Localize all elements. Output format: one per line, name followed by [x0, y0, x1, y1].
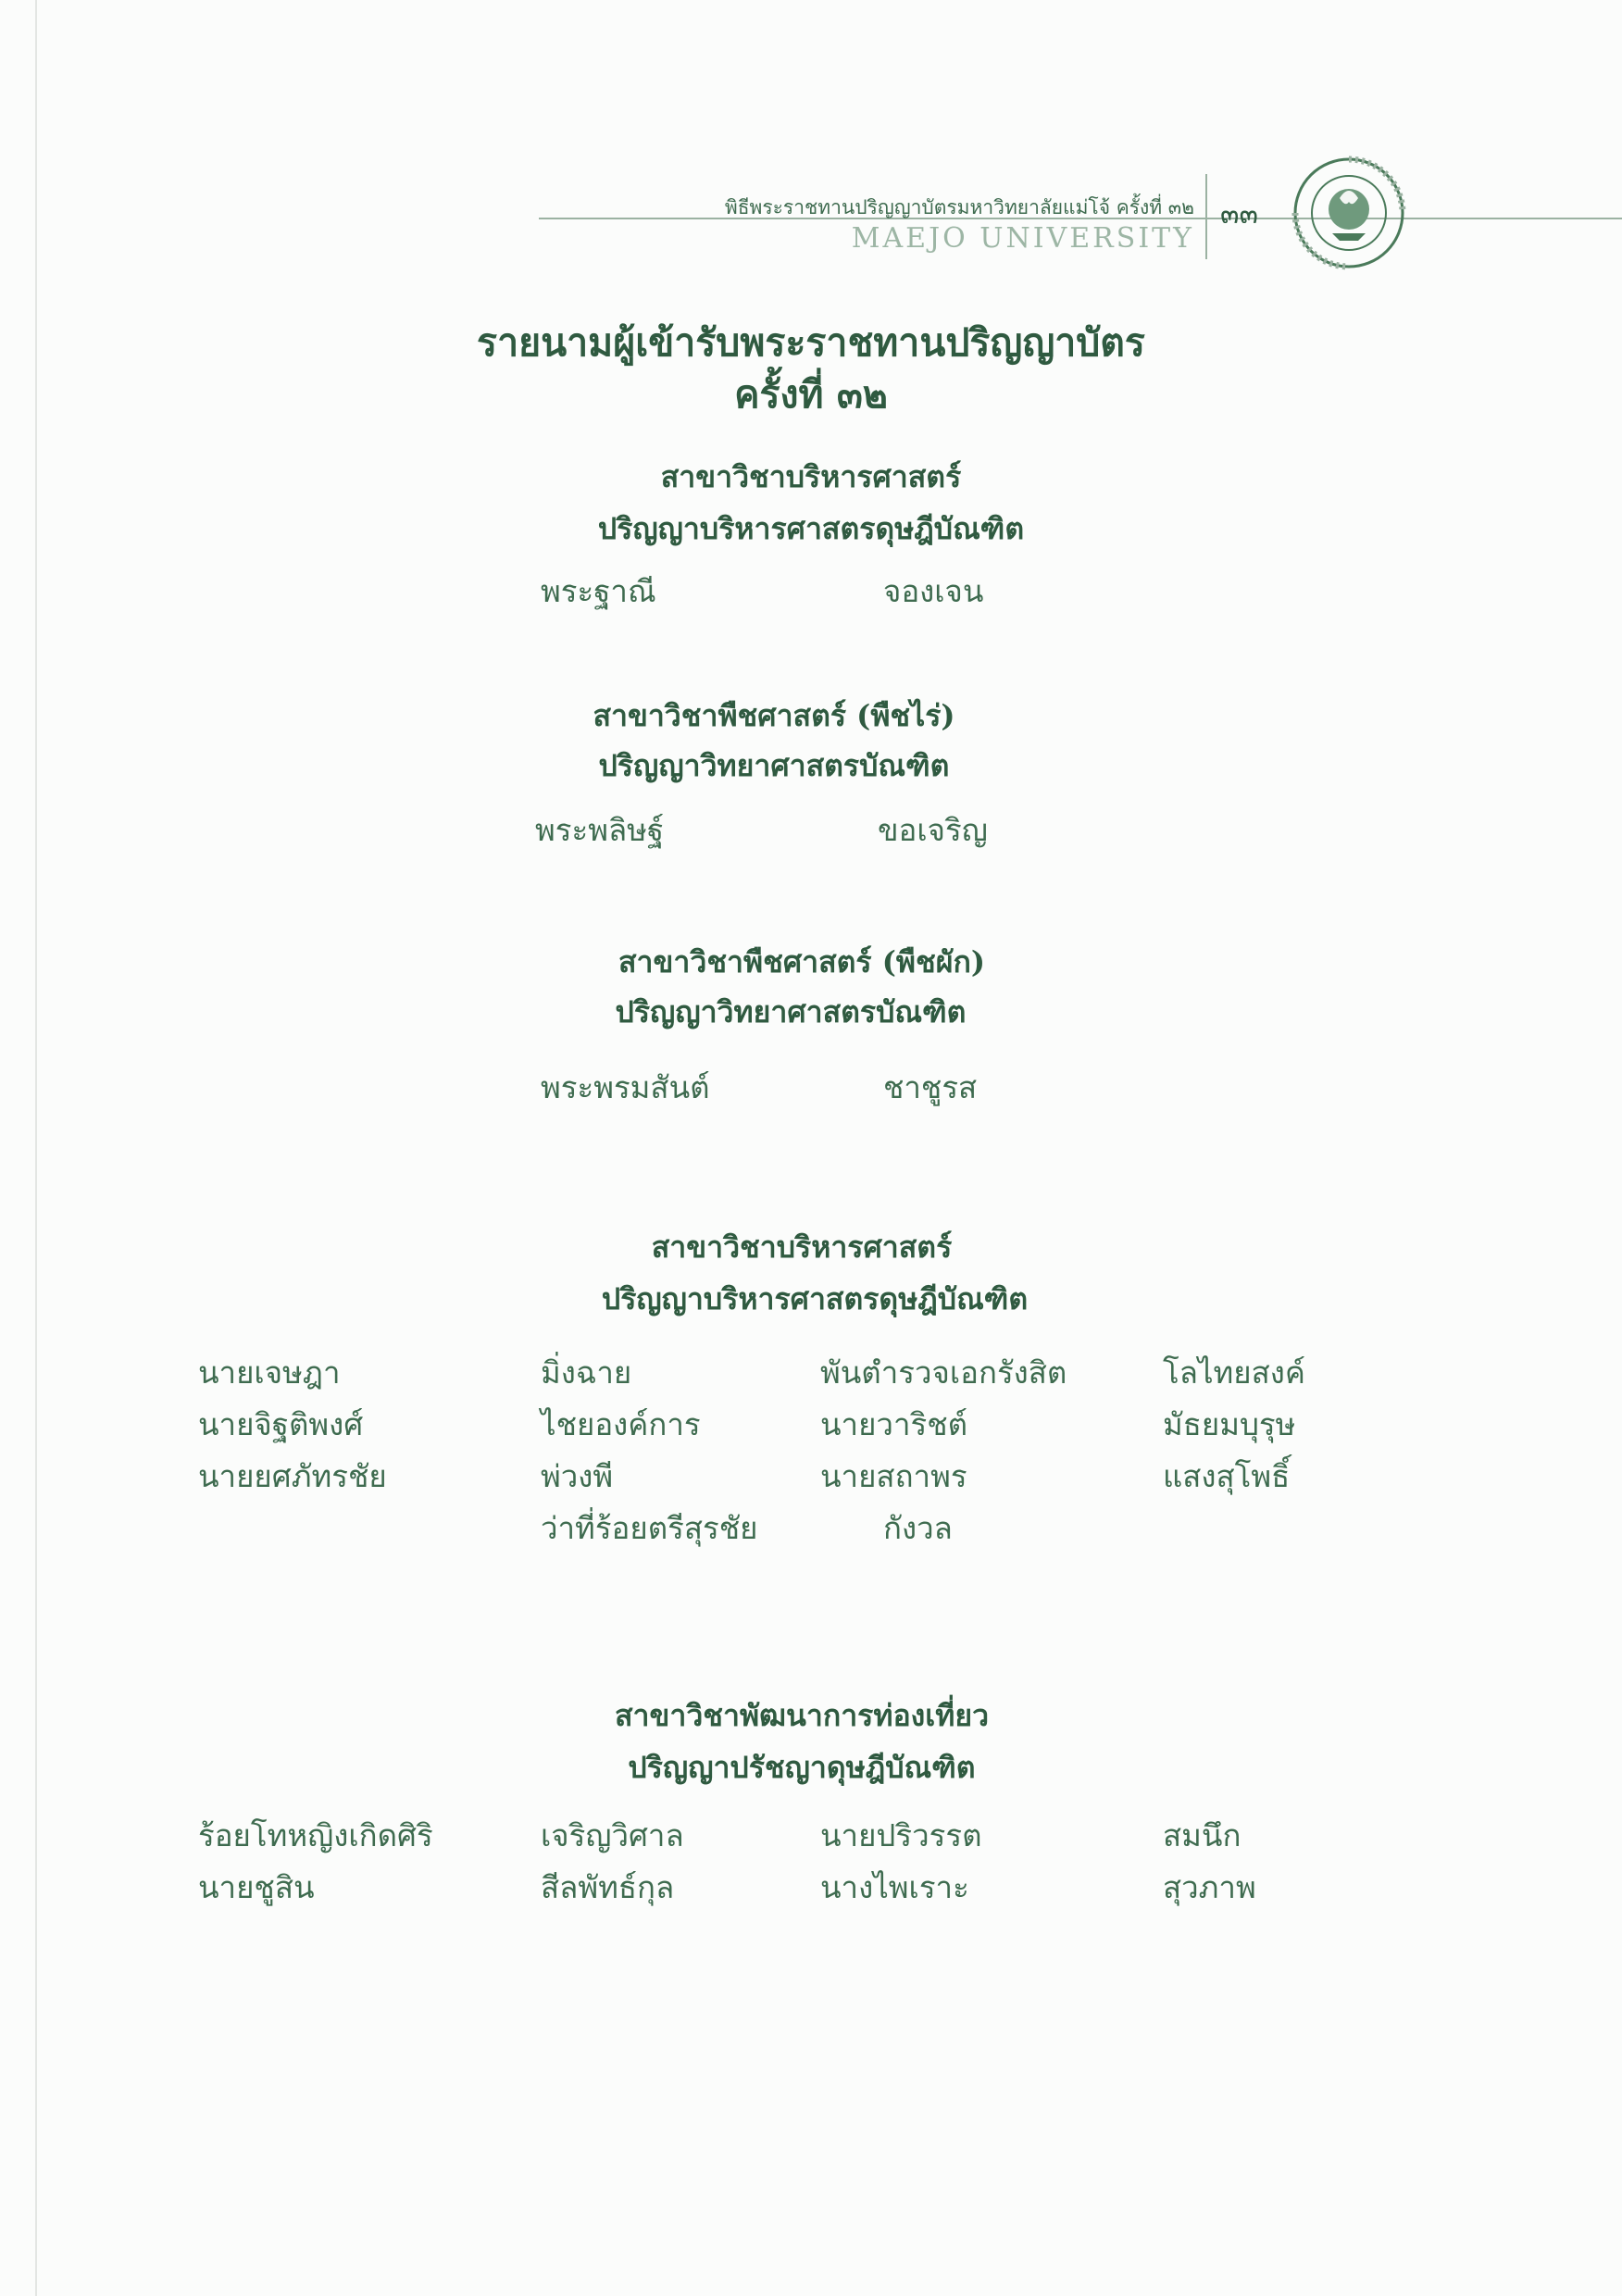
- graduate-first-name: ว่าที่ร้อยตรีสุรชัย: [541, 1510, 758, 1546]
- graduate-first-name: พระพรมสันต์: [541, 1069, 710, 1105]
- section-major: สาขาวิชาบริหารศาสตร์: [660, 459, 962, 494]
- graduate-first-name: พันตำรวจเอกรังสิต: [820, 1354, 1067, 1391]
- page-number: ๓๓: [1220, 198, 1259, 231]
- page-title: รายนามผู้เข้ารับพระราชทานปริญญาบัตร: [477, 320, 1145, 365]
- graduate-first-name: นายสถาพร: [820, 1458, 967, 1494]
- graduate-last-name: แสงสุโพธิ์: [1163, 1458, 1291, 1494]
- graduate-last-name: มัธยมบุรุษ: [1163, 1406, 1296, 1442]
- graduate-first-name: พระฐาณี: [541, 573, 656, 609]
- graduate-last-name: มิ่งฉาย: [541, 1354, 632, 1391]
- section-degree: ปริญญาบริหารศาสตรดุษฎีบัณฑิต: [597, 511, 1025, 546]
- graduate-last-name: โลไทยสงค์: [1163, 1354, 1305, 1391]
- graduate-last-name: สุวภาพ: [1163, 1869, 1256, 1905]
- graduate-last-name: สมนึก: [1163, 1817, 1241, 1853]
- graduate-first-name: นายวาริชต์: [820, 1406, 968, 1442]
- graduate-first-name: นายปริวรรต: [820, 1817, 982, 1853]
- graduate-last-name: กังวล: [883, 1510, 953, 1546]
- graduate-first-name: นายยศภัทรชัย: [198, 1458, 387, 1494]
- university-seal-icon: [1291, 156, 1406, 270]
- section-degree: ปริญญาปรัชญาดุษฎีบัณฑิต: [628, 1750, 976, 1785]
- section-major: สาขาวิชาพัฒนาการท่องเที่ยว: [614, 1698, 990, 1733]
- page-subtitle: ครั้งที่ ๓๒: [734, 372, 888, 417]
- graduate-last-name: จองเจน: [883, 573, 984, 609]
- graduate-last-name: ไชยองค์การ: [541, 1406, 701, 1442]
- header-divider: [1205, 174, 1207, 259]
- section-degree: ปริญญาบริหารศาสตรดุษฎีบัณฑิต: [601, 1281, 1029, 1316]
- graduate-first-name: นางไพเราะ: [820, 1869, 969, 1905]
- graduate-last-name: สีลพัทธ์กุล: [541, 1869, 675, 1905]
- section-major: สาขาวิชาบริหารศาสตร์: [651, 1229, 953, 1265]
- section-major: สาขาวิชาพืชศาสตร์ (พืชไร่): [593, 698, 955, 733]
- graduate-last-name: ชาชูรส: [883, 1069, 978, 1105]
- graduate-last-name: พ่วงพี: [541, 1458, 614, 1494]
- graduate-last-name: ขอเจริญ: [878, 812, 988, 848]
- graduate-first-name: นายจิฐติพงศ์: [198, 1406, 364, 1442]
- graduate-first-name: นายเจษฎา: [198, 1354, 341, 1391]
- graduate-first-name: ร้อยโทหญิงเกิดศิริ: [198, 1817, 433, 1853]
- section-degree: ปริญญาวิทยาศาสตรบัณฑิต: [598, 748, 950, 783]
- ceremony-title: พิธีพระราชทานปริญญาบัตรมหาวิทยาลัยแม่โจ้ ครั้งที่ ๓๒: [724, 196, 1194, 218]
- graduate-last-name: เจริญวิศาล: [541, 1817, 684, 1853]
- graduate-first-name: พระพลิษฐ์: [535, 812, 665, 848]
- section-degree: ปริญญาวิทยาศาสตรบัณฑิต: [615, 994, 967, 1029]
- university-name: MAEJO UNIVERSITY: [851, 222, 1194, 255]
- section-major: สาขาวิชาพืชศาสตร์ (พืชผัก): [618, 944, 985, 980]
- graduate-first-name: นายชูสิน: [198, 1869, 315, 1905]
